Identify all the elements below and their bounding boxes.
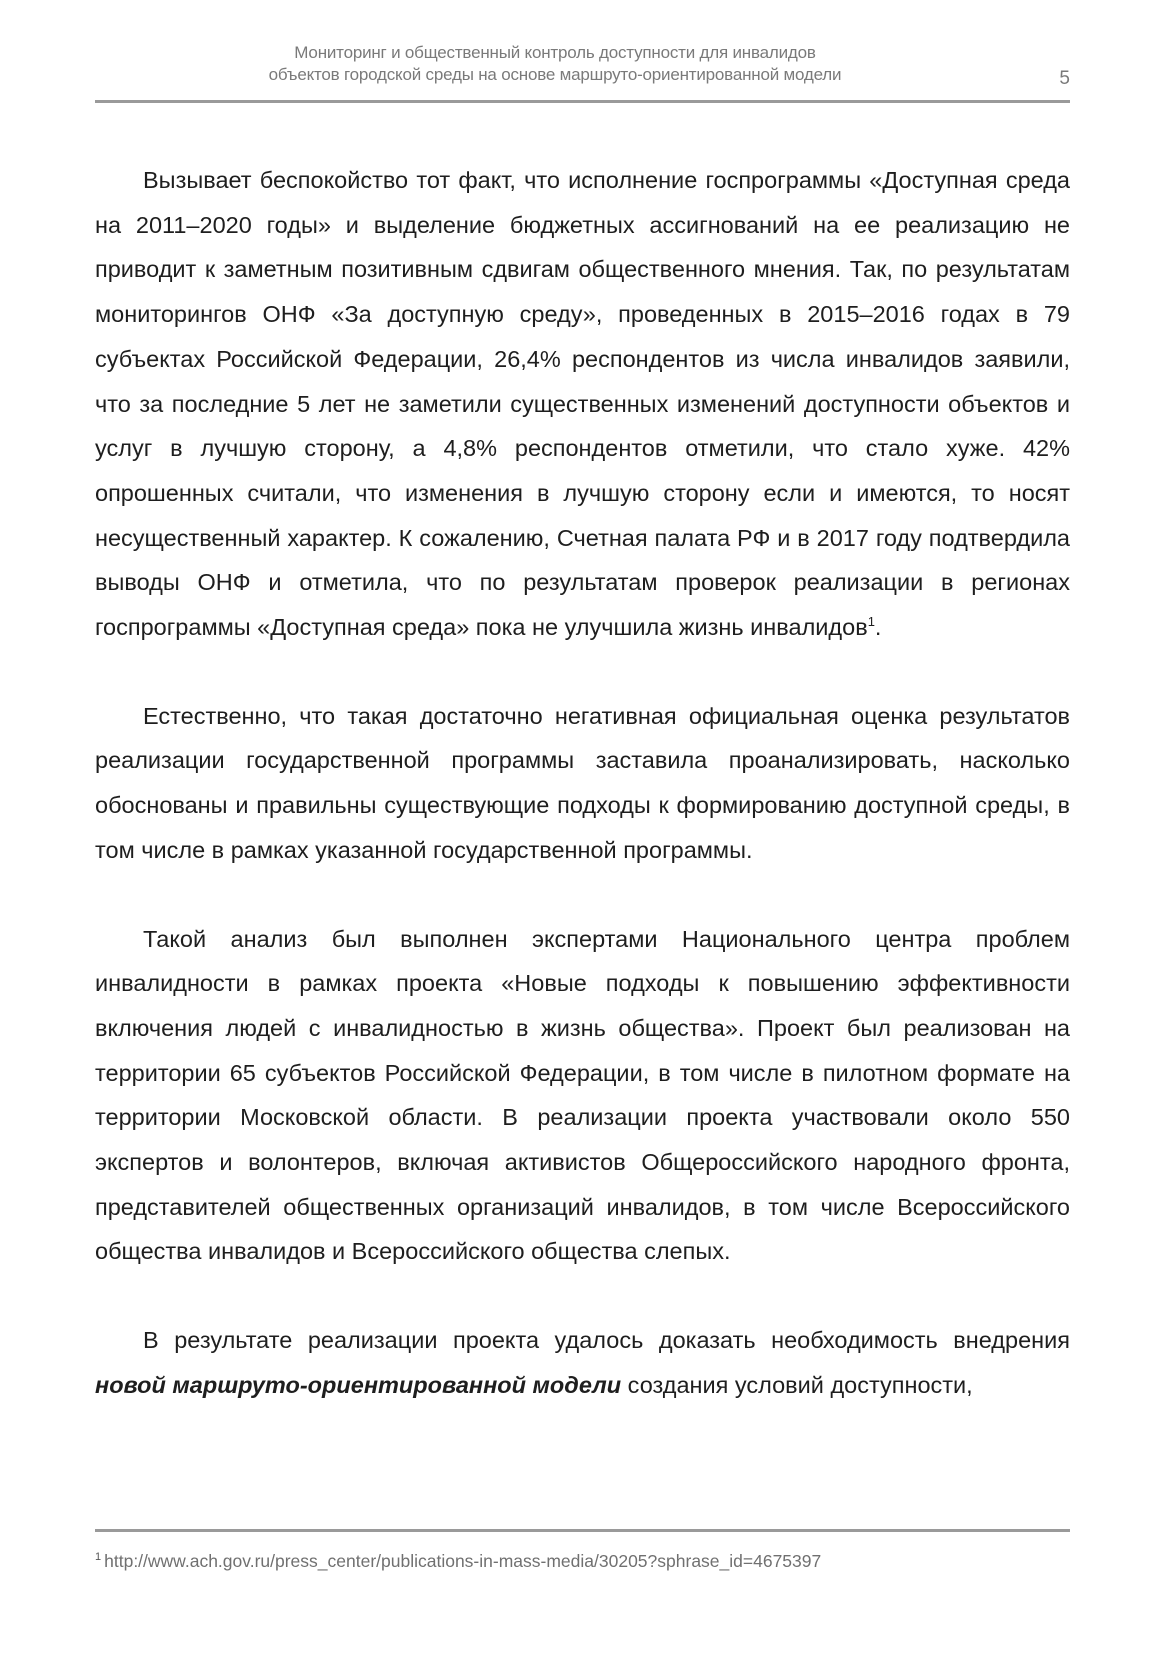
paragraph-2: Естественно, что такая достаточно негативная официальная оценка результатов реализации государственной программы заставила проанализировать, насколько обоснованы и правильны существующие подходы к формированию доступной среды, в том числе в рамках указанной государственной программы. [95,702,1070,863]
paragraph-3: Такой анализ был выполнен экспертами Национального центра проблем инвалидности в рамках проекта «Новые подходы к повышению эффективности включения людей с инвалидностью в жизнь общества». Проект был реализован на территории 65 субъектов Российской Федерации, в том числе в пилотном формате на территории Московской области. В реализации проекта участвовали около 550 экспертов и волонтеров, включая активистов Общероссийского народного фронта, представителей общественных организаций инвалидов, в том числе Всероссийского общества инвалидов и Всероссийского общества слепых. [95,925,1070,1265]
paragraph-4-text-before: В результате реализации проекта удалось доказать необходимость внедрения [143,1327,1070,1354]
paragraph-1 [95,158,1070,650]
footnote-link[interactable]: http://www.ach.gov.ru/press_center/publications-in-mass-media/30205?sphrase_id=4675397 [104,1551,822,1571]
paragraph-4 [95,1318,1070,1407]
paragraph-1-tail: . [874,614,882,641]
paragraph-4-text-after: создания условий доступности, [621,1371,973,1398]
footnote-reference[interactable]: 1 [867,614,875,630]
body-text [95,158,1070,1452]
header-title-line-1: Мониторинг и общественный контроль доступности для инвалидов [294,43,816,62]
page-number: 5 [1059,68,1070,89]
header-title-line-2: объектов городской среды на основе маршруто-ориентированной модели [268,65,842,84]
emphasized-term: новой маршруто-ориентированной модели [95,1371,622,1398]
running-header-title [95,42,1015,86]
paragraph-1-text: Вызывает беспокойство тот факт, что исполнение госпрограммы «Доступная среда на 2011–2020 годы» и выделение бюджетных ассигнований на ее реализацию не приводит к заметным позитивным сдвигам общественного мнения. Так, по результатам мониторингов ОНФ «За доступную среду», проведенных в 2015–2016 годах в 79 субъектах Российской Федерации, 26,4% респондентов из числа инвалидов заявили, что за последние 5 лет не заметили существенных изменений доступности объектов и услуг в лучшую сторону, а 4,8% респондентов отметили, что стало хуже. 42% опрошенных считали, что изменения в лучшую сторону если и имеются, то носят несущественный характер. К сожалению, Счетная палата РФ и в 2017 году подтвердила выводы ОНФ и отметила, что по результатам проверок реализации в регионах госпрограммы «Доступная среда» пока не улучшила жизнь инвалидов [95,167,1070,641]
footnote-number: 1 [95,1551,102,1564]
footnote-divider [95,1529,1070,1532]
footnote-1 [95,1551,821,1572]
header-divider [95,100,1070,103]
running-header [95,38,1070,102]
